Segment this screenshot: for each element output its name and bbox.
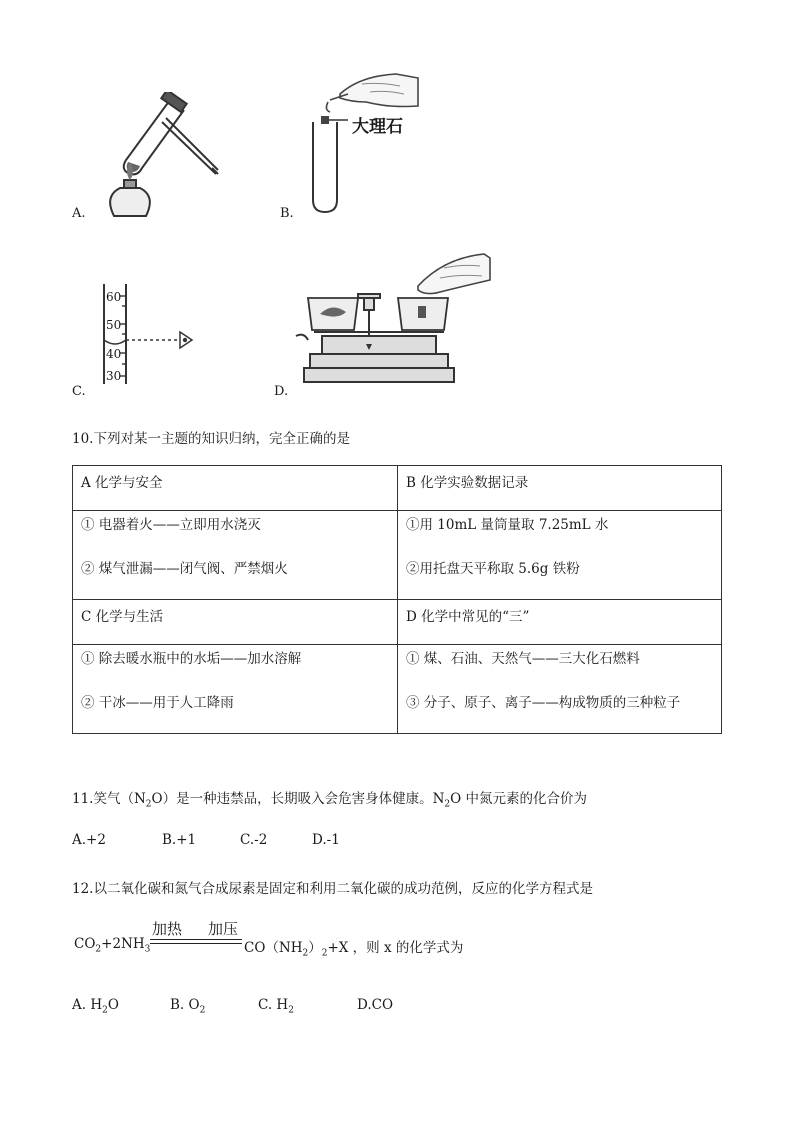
- chemical-equation: [72, 918, 492, 968]
- table-c-item-2: ② 干冰——用于人工降雨: [81, 695, 234, 711]
- question-10-stem: 10.下列对某一主题的知识归纳，完全正确的是: [72, 431, 350, 447]
- tick-30: 30: [106, 369, 122, 383]
- table-b-item-2: ②用托盘天平称取 5.6g 铁粉: [406, 561, 580, 577]
- option-c-label: C.: [72, 384, 86, 399]
- table-cell-d-body: [398, 645, 722, 734]
- table-a-item-2: ② 煤气泄漏——闭气阀、严禁烟火: [81, 561, 288, 577]
- table-cell-c-head: C 化学与生活: [73, 600, 398, 645]
- option-b-label: B.: [280, 206, 294, 221]
- q11-option-c[interactable]: C.-2: [240, 832, 268, 848]
- table-d-item-1: ① 煤、石油、天然气——三大化石燃料: [406, 651, 640, 667]
- figure-d-balance-weighing: [294, 250, 494, 396]
- table-cell-b-body: [398, 511, 722, 600]
- table-d-item-2: ③ 分子、原子、离子——构成物质的三种粒子: [406, 695, 681, 711]
- table-cell-a-body: [73, 511, 398, 600]
- option-d-label: D.: [274, 384, 289, 399]
- eq-right-side: $CO(NH_2)_2+X$ ，则 x 的化学式为: [244, 940, 464, 959]
- table-a-item-1: ① 电器着火——立即用水浇灭: [81, 517, 261, 533]
- q12-option-d[interactable]: D.CO: [357, 997, 394, 1013]
- figure-b-adding-marble: [300, 72, 430, 216]
- option-a-label: A.: [72, 206, 86, 221]
- marble-annotation: 大理石: [352, 117, 403, 137]
- tick-60: 60: [106, 290, 122, 304]
- eq-condition-heat: 加热: [152, 920, 183, 938]
- question-12-stem: 12.以二氧化碳和氮气合成尿素是固定和利用二氧化碳的成功范例，反应的化学方程式是: [72, 881, 593, 897]
- q12-option-b[interactable]: B. $O_2$: [170, 997, 206, 1016]
- q11-option-a[interactable]: A.+2: [72, 832, 106, 848]
- table-cell-a-head: A 化学与安全: [73, 466, 398, 511]
- table-cell-b-head: B 化学实验数据记录: [398, 466, 722, 511]
- eq-condition-pressure: 加压: [208, 920, 239, 938]
- q12-option-a[interactable]: A. $H_2O$: [72, 997, 119, 1016]
- q11-option-b[interactable]: B.+1: [162, 832, 197, 848]
- table-b-item-1: ①用 10mL 量筒量取 7.25mL 水: [406, 517, 609, 533]
- table-cell-c-body: [73, 645, 398, 734]
- table-cell-d-head: D 化学中常见的“三”: [398, 600, 722, 645]
- eq-arrow-line: [150, 939, 242, 944]
- tick-50: 50: [106, 318, 122, 332]
- q11-option-d[interactable]: D.-1: [312, 832, 340, 848]
- tick-40: 40: [106, 347, 122, 361]
- q12-option-c[interactable]: C. $H_2$: [258, 997, 294, 1016]
- table-c-item-1: ① 除去暖水瓶中的水垢——加水溶解: [81, 651, 302, 667]
- eq-left-side: $CO_2+2NH_3$: [74, 936, 151, 955]
- knowledge-table: [72, 465, 722, 734]
- figure-a-heating-test-tube: [100, 92, 230, 222]
- question-11-stem: 11.笑气$(N_2O)$是一种违禁品，长期吸入会危害身体健康。$N_2O$ 中氮元素的化合价为: [72, 791, 588, 810]
